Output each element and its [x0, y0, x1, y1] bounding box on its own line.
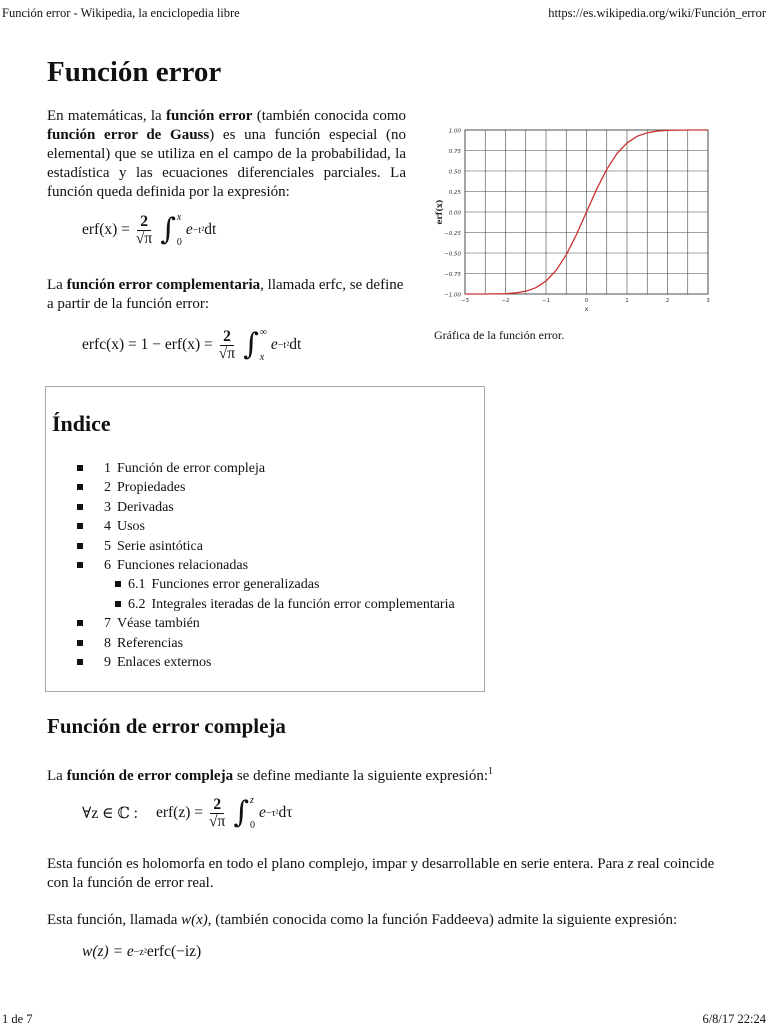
- y-tick-label: −0.25: [444, 231, 461, 237]
- y-tick-label: −1.00: [444, 292, 461, 299]
- print-header-title: Función error - Wikipedia, la enciclopedia libre: [2, 6, 240, 20]
- faddeeva-paragraph: Esta función, llamada w(x), (también conocida como la función Faddeeva) admite la siguiente expresión:: [47, 912, 678, 928]
- toc-item-7[interactable]: 7 Véase también: [46, 614, 455, 633]
- term-funcion-error: función error: [165, 108, 253, 124]
- y-tick-label: 0.75: [448, 149, 461, 155]
- toc-list: [46, 459, 455, 672]
- table-of-contents: [45, 386, 485, 692]
- holomorphic-paragraph: Esta función es holomorfa en todo el plano complejo, impar y desarrollable en serie entera. Para z real coincide con la función de error real.: [47, 856, 715, 891]
- print-header-url[interactable]: https://es.wikipedia.org/wiki/Función_error: [548, 6, 766, 20]
- toc-item-8[interactable]: 8 Referencias: [46, 634, 455, 653]
- toc-item-6-2[interactable]: 6.2 Integrales iteradas de la función error complementaria: [46, 595, 455, 614]
- reference-link[interactable]: 1: [488, 766, 494, 777]
- term-erfc: función error complementaria: [66, 277, 261, 293]
- y-tick-label: 0.25: [448, 190, 461, 196]
- complex-error-paragraph: La función de error compleja se define mediante la siguiente expresión:$^1$: [47, 766, 494, 784]
- toc-item-3[interactable]: 3 Derivadas: [46, 498, 455, 517]
- x-tick-label: −1: [541, 298, 551, 304]
- toc-item-6-1[interactable]: 6.1 Funciones error generalizadas: [46, 575, 455, 594]
- y-axis-label: erf(x): [434, 199, 444, 225]
- intro-paragraph: En matemáticas, la función error (también conocida como función error de Gauss) es una función especial (no elemental) que se utiliza en el campo de la probabilidad, la estadística y las ecuaciones diferenciales parciales. La función queda definida por la expresión:: [47, 108, 407, 200]
- x-tick-label: 0: [584, 298, 589, 304]
- x-tick-label: −3: [460, 298, 470, 304]
- y-tick-label: −0.50: [444, 251, 461, 258]
- figure-caption: Gráfica de la función error.: [434, 328, 565, 342]
- term-complex-error: función de error compleja: [66, 768, 234, 784]
- toc-item-5[interactable]: 5 Serie asintótica: [46, 537, 455, 556]
- section-heading-complex-error: Función de error compleja: [47, 714, 286, 738]
- y-tick-label: 0.00: [448, 210, 461, 217]
- toc-item-6[interactable]: 6 Funciones relacionadas: [46, 556, 455, 575]
- toc-item-4[interactable]: 4 Usos: [46, 517, 455, 536]
- y-tick-label: 0.50: [448, 169, 461, 176]
- term-funcion-error-gauss: función error de Gauss: [47, 127, 210, 143]
- erfc-paragraph: La función error complementaria, llamada erfc, se define a partir de la función error:: [47, 277, 404, 312]
- toc-title: Índice: [52, 411, 111, 436]
- x-tick-label: 2: [665, 298, 670, 304]
- x-tick-label: 1: [625, 298, 629, 304]
- y-tick-label: 1.00: [448, 128, 461, 135]
- faddeeva-formula: w(z) = e −z² erfc(−iz): [82, 943, 202, 960]
- print-footer-page: 1 de 7: [2, 1012, 33, 1026]
- erfc-definition-formula: erfc(x) = 1 − erf(x) = $\frac{2}{√\pi}$ ∫ ∞ x e −t² dt: [82, 327, 302, 363]
- x-tick-label: −2: [501, 298, 510, 304]
- toc-item-2[interactable]: 2 Propiedades: [46, 478, 455, 497]
- complex-erf-formula: ∀z ∈ ℂ : erf(z) = $\frac{2}{√\pi}$ ∫ z 0 e −τ² dτ: [82, 795, 293, 831]
- toc-item-9[interactable]: 9 Enlaces externos: [46, 653, 455, 672]
- erf-definition-formula: erf(x) = $\frac{2}{√\pi}$ ∫ x 0 e −t² dt: [82, 212, 217, 248]
- x-tick-label: 3: [706, 298, 710, 304]
- erf-function-chart[interactable]: [430, 122, 720, 322]
- print-footer-datetime: 6/8/17 22:24: [702, 1012, 766, 1026]
- toc-item-1[interactable]: 1 Función de error compleja: [46, 459, 455, 478]
- x-axis-label: x: [584, 305, 589, 313]
- page-title: Función error: [47, 56, 222, 88]
- y-tick-label: −0.75: [444, 272, 461, 278]
